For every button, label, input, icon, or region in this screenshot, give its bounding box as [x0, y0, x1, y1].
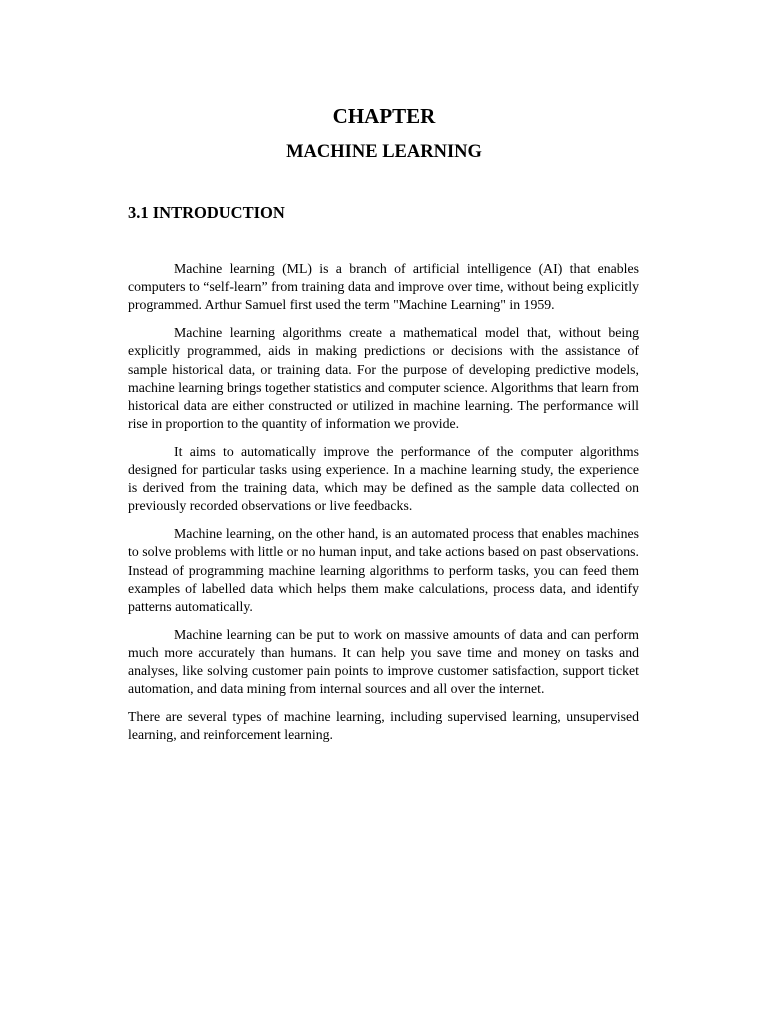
- paragraph-3: It aims to automatically improve the performance of the computer algorithms designed for particular tasks using experience. In a machine learning study, the experience is derived from the training data, which may be defined as the sample data collected on previously recorded observations or live feedbacks.: [128, 443, 639, 514]
- paragraph-2: Machine learning algorithms create a mathematical model that, without being explicitly programmed, aids in making predictions or decisions with the assistance of sample historical data, or training data. For the purpose of developing predictive models, machine learning brings together statistics and computer science. Algorithms that learn from historical data are either constructed or utilized in machine learning. The performance will rise in proportion to the quantity of information we provide.: [128, 325, 639, 432]
- paragraph-1: Machine learning (ML) is a branch of artificial intelligence (AI) that enables computers to “self-learn” from training data and improve over time, without being explicitly programmed. Arthur Samuel first used the term "Machine Learning" in 1959.: [128, 261, 639, 313]
- paragraph-5: Machine learning can be put to work on massive amounts of data and can perform much more accurately than humans. It can help you save time and money on tasks and analyses, like solving customer pain points to improve customer satisfaction, support ticket automation, and data mining from internal sources and all over the internet.: [128, 626, 639, 697]
- paragraph-6: There are several types of machine learning, including supervised learning, unsupervised learning, and reinforcement learning.: [128, 708, 639, 743]
- chapter-title: CHAPTER: [332, 104, 436, 128]
- section-heading: 3.1 INTRODUCTION: [128, 203, 285, 222]
- chapter-subtitle: MACHINE LEARNING: [286, 142, 482, 162]
- body-text: [128, 260, 639, 754]
- paragraph-4: Machine learning, on the other hand, is an automated process that enables machines to solve problems with little or no human input, and take actions based on past observations. Instead of programming machine learning algorithms to perform tasks, you can feed them examples of labelled data which helps them make calculations, process data, and identify patterns automatically.: [128, 526, 639, 614]
